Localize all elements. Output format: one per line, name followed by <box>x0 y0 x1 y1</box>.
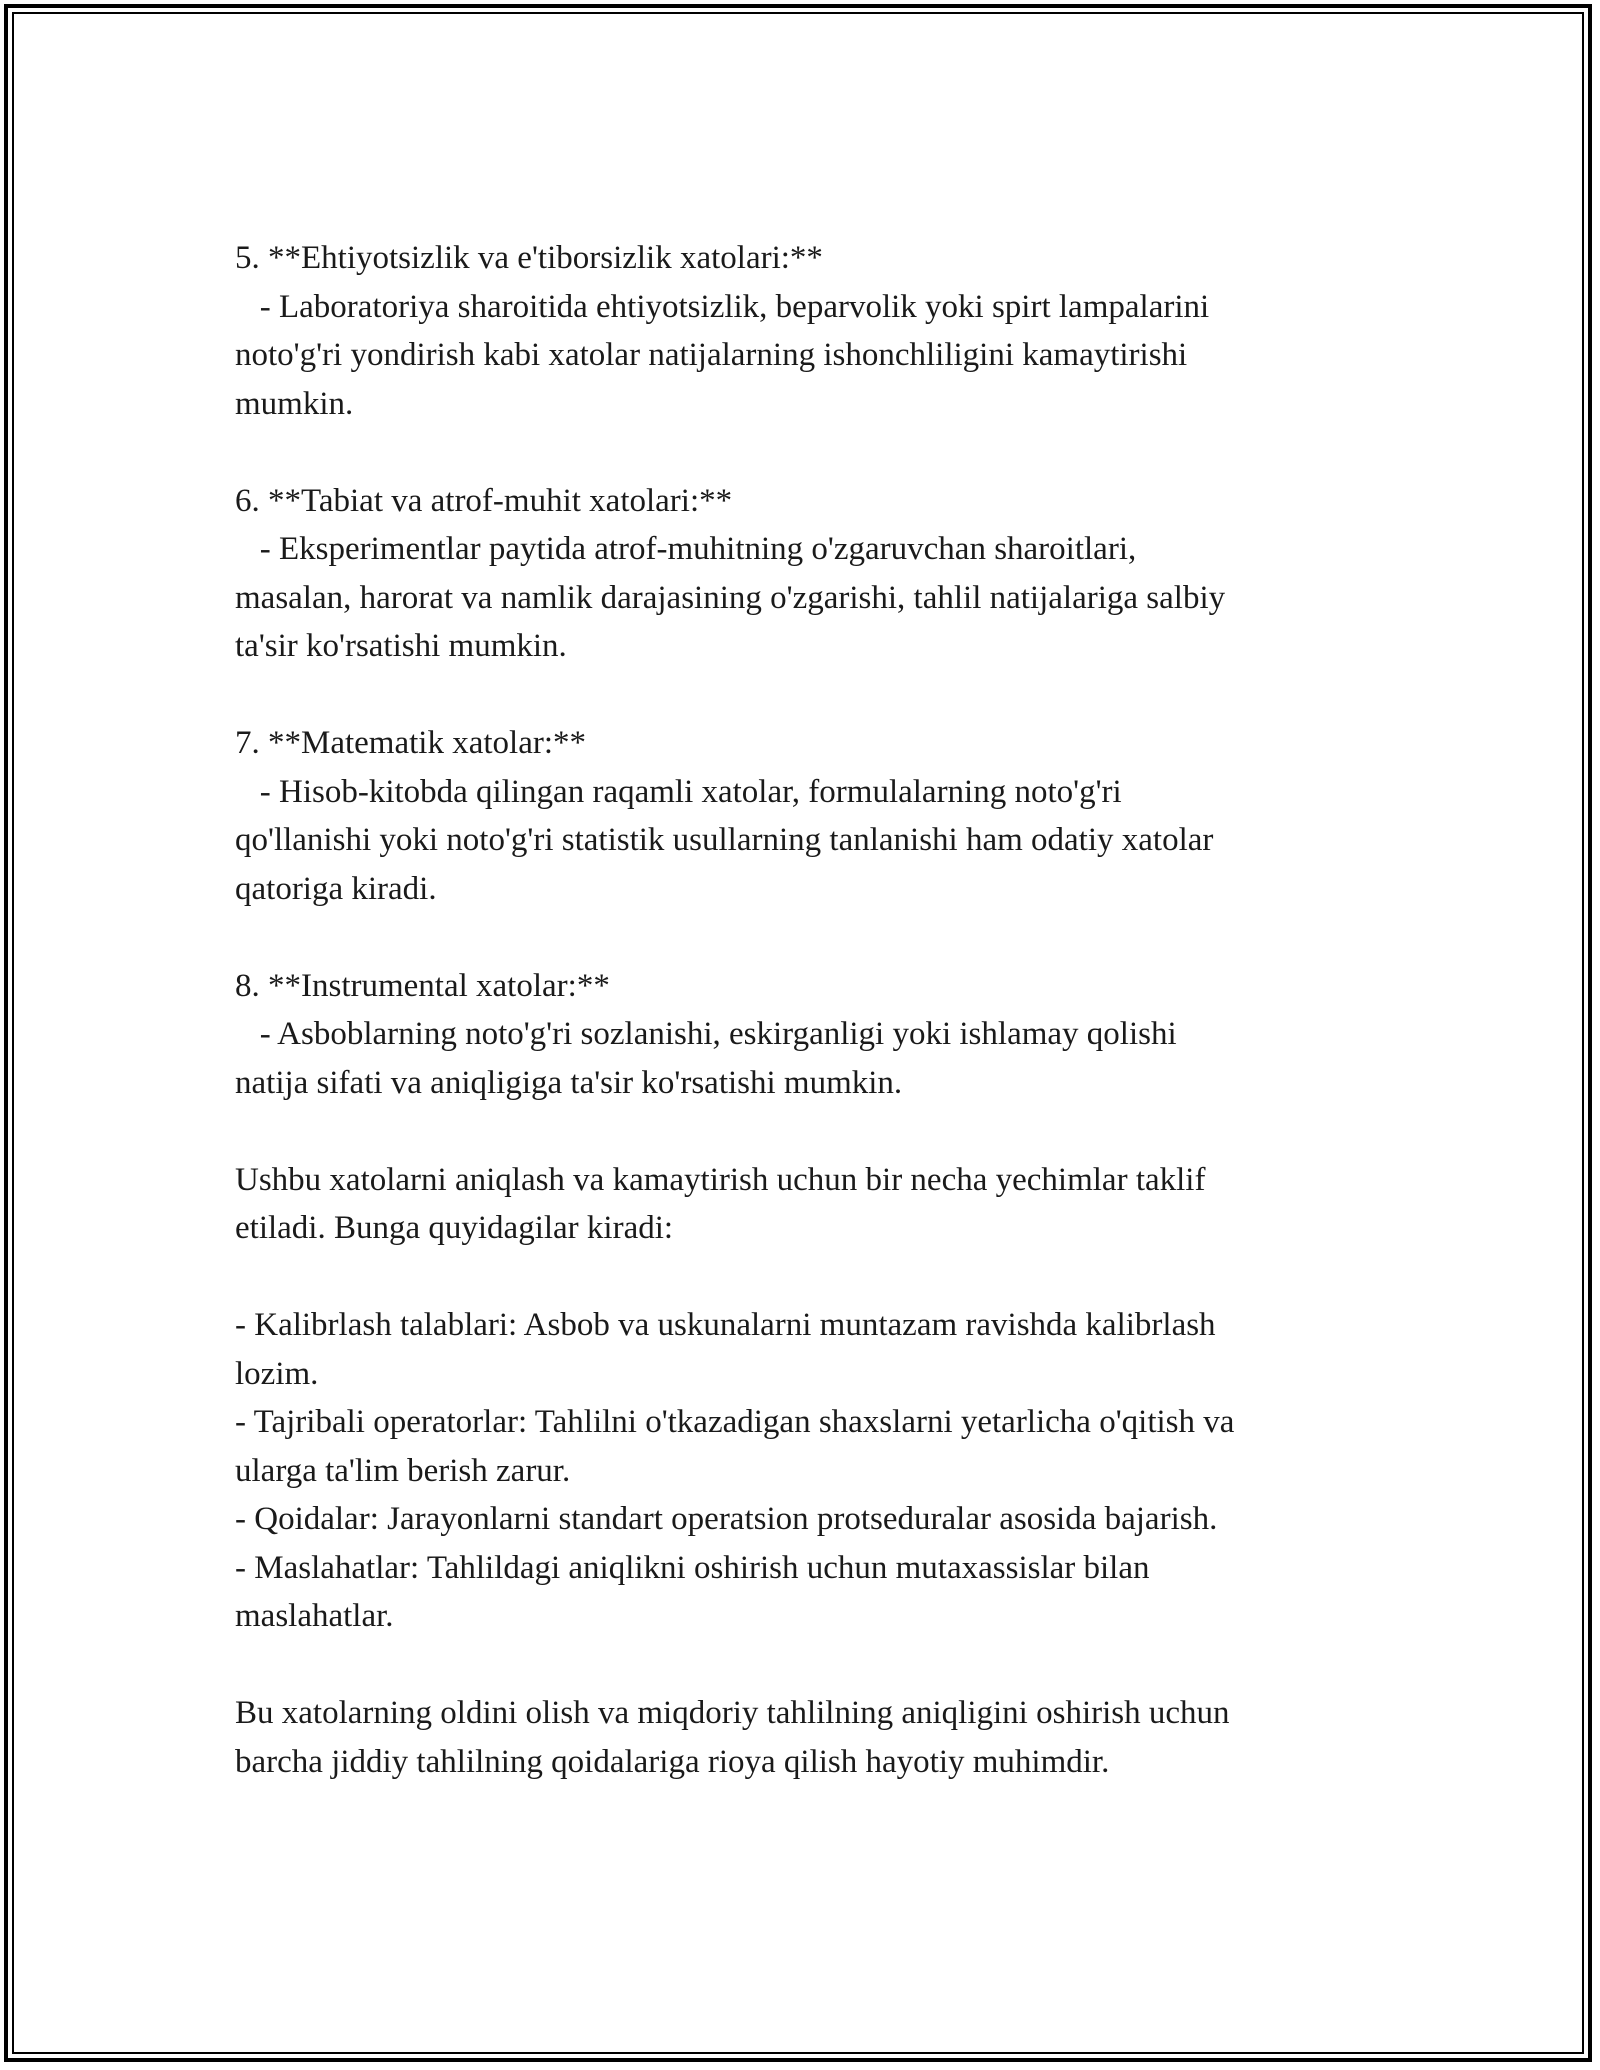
section-text-line: - Eksperimentlar paytida atrof-muhitning o'zgaruvchan sharoitlari, <box>235 531 1137 567</box>
paragraph-spacer <box>235 913 1365 962</box>
solutions-text-line: lozim. <box>235 1355 319 1392</box>
section-text-line: qatoriga kiradi. <box>235 870 437 907</box>
section-text-line: noto'g'ri yondirish kabi xatolar natijalarning ishonchliligini kamaytirishi <box>235 337 1188 373</box>
solutions-text-line: - Kalibrlash talablari: Asbob va uskunalarni muntazam ravishda kalibrlash <box>235 1307 1216 1343</box>
section-text-line: ta'sir ko'rsatishi mumkin. <box>235 628 567 664</box>
section-heading: 8. **Instrumental xatolar:** <box>235 967 610 1004</box>
conclusion-paragraph <box>235 1689 1365 1786</box>
section-7 <box>235 719 1365 913</box>
solutions-text-line: - Qoidalar: Jarayonlarni standart operatsion protseduralar asosida bajarish. <box>235 1501 1218 1537</box>
section-5 <box>235 234 1365 428</box>
paragraph-spacer <box>235 671 1365 720</box>
intro-text-line: etiladi. Bunga quyidagilar kiradi: <box>235 1210 674 1246</box>
solutions-text-line: - Maslahatlar: Tahlildagi aniqlikni oshirish uchun mutaxassislar bilan <box>235 1549 1150 1586</box>
conclusion-text-line: barcha jiddiy tahlilning qoidalariga rioya qilish hayotiy muhimdir. <box>235 1743 1110 1780</box>
conclusion-text-line: Bu xatolarning oldini olish va miqdoriy tahlilning aniqligini oshirish uchun <box>235 1695 1230 1731</box>
solutions-list <box>235 1301 1365 1641</box>
intro-paragraph <box>235 1156 1365 1253</box>
section-heading: 7. **Matematik xatolar:** <box>235 725 586 761</box>
section-text-line: - Asboblarning noto'g'ri sozlanishi, eskirganligi yoki ishlamay qolishi <box>235 1016 1177 1052</box>
paragraph-spacer <box>235 428 1365 477</box>
section-text-line: mumkin. <box>235 385 354 422</box>
section-heading: 6. **Tabiat va atrof-muhit xatolari:** <box>235 482 733 519</box>
section-heading: 5. **Ehtiyotsizlik va e'tiborsizlik xatolari:** <box>235 240 823 276</box>
section-text-line: natija sifati va aniqligiga ta'sir ko'rsatishi mumkin. <box>235 1064 903 1101</box>
paragraph-spacer <box>235 1641 1365 1690</box>
solutions-text-line: - Tajribali operatorlar: Tahlilni o'tkazadigan shaxslarni yetarlicha o'qitish va <box>235 1404 1235 1440</box>
intro-text-line: Ushbu xatolarni aniqlash va kamaytirish uchun bir necha yechimlar taklif <box>235 1161 1206 1198</box>
document-body <box>235 234 1365 1786</box>
paragraph-spacer <box>235 1253 1365 1302</box>
section-text-line: masalan, harorat va namlik darajasining o'zgarishi, tahlil natijalariga salbiy <box>235 579 1226 616</box>
section-6 <box>235 477 1365 671</box>
section-text-line: - Laboratoriya sharoitida ehtiyotsizlik, beparvolik yoki spirt lampalarini <box>235 288 1210 325</box>
solutions-text-line: maslahatlar. <box>235 1598 394 1634</box>
section-text-line: - Hisob-kitobda qilingan raqamli xatolar, formulalarning noto'g'ri <box>235 773 1122 810</box>
paragraph-spacer <box>235 1107 1365 1156</box>
section-8 <box>235 962 1365 1108</box>
solutions-text-line: ularga ta'lim berish zarur. <box>235 1452 571 1489</box>
section-text-line: qo'llanishi yoki noto'g'ri statistik usullarning tanlanishi ham odatiy xatolar <box>235 822 1214 858</box>
